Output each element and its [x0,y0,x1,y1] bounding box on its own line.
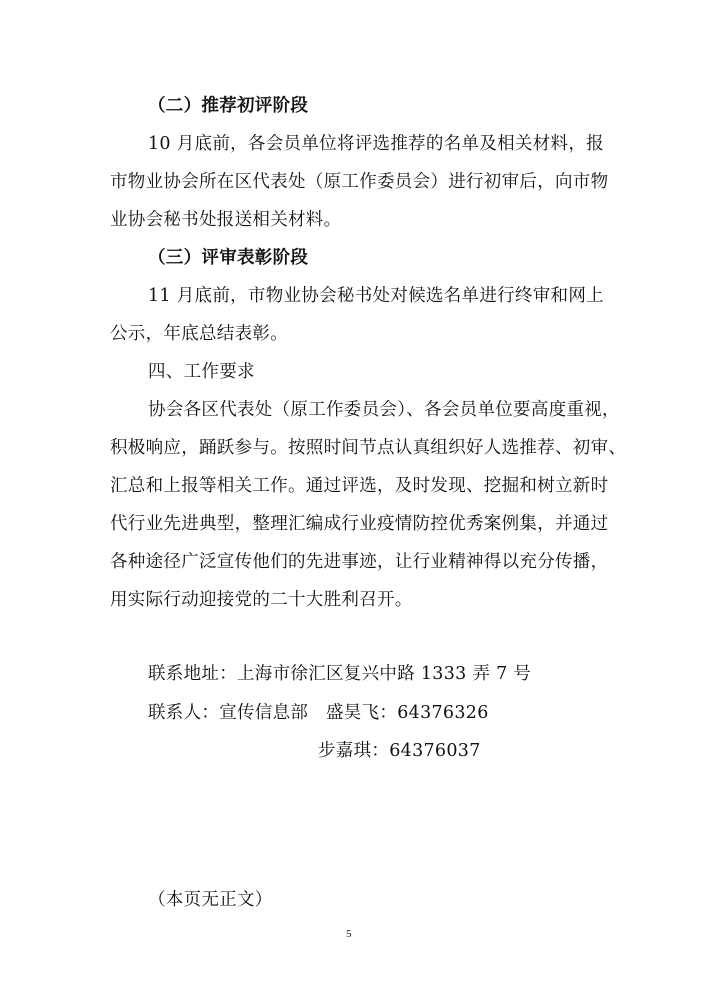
contact-address: 联系地址：上海市徐汇区复兴中路 1333 弄 7 号 [148,664,532,684]
section-two-line-1: 10 月底前，各会员单位将评选推荐的名单及相关材料，报 [148,134,604,154]
section-two-title: （二）推荐初评阶段 [148,96,309,116]
section-two-line-2: 市物业协会所在区代表处（原工作委员会）进行初审后，向市物 [110,172,609,192]
section-four-line-3: 汇总和上报等相关工作。通过评选，及时发现、挖掘和树立新时 [110,476,609,496]
section-four-line-1: 协会各区代表处（原工作委员会）、各会员单位要高度重视， [148,400,620,420]
section-three-title: （三）评审表彰阶段 [148,248,309,268]
section-four-line-5: 各种途径广泛宣传他们的先进事迹，让行业精神得以充分传播， [110,552,609,572]
section-four-title: 四、工作要求 [148,362,255,382]
section-three-line-1: 11 月底前，市物业协会秘书处对候选名单进行终审和网上 [148,286,604,306]
contact-person-1: 联系人：宣传信息部 盛昊飞：64376326 [148,703,489,723]
section-four-line-4: 代行业先进典型，整理汇编成行业疫情防控优秀案例集，并通过 [110,514,609,534]
page-number: 5 [346,928,352,940]
section-four-line-2: 积极响应，踊跃参与。按照时间节点认真组织好人选推荐、初审、 [110,438,627,458]
section-two-line-3: 业协会秘书处报送相关材料。 [110,210,342,230]
contact-person-2: 步嘉琪：64376037 [318,741,481,761]
section-four-line-6: 用实际行动迎接党的二十大胜利召开。 [110,590,413,610]
section-three-line-2: 公示，年底总结表彰。 [110,324,288,344]
no-body-note: （本页无正文） [148,890,273,910]
